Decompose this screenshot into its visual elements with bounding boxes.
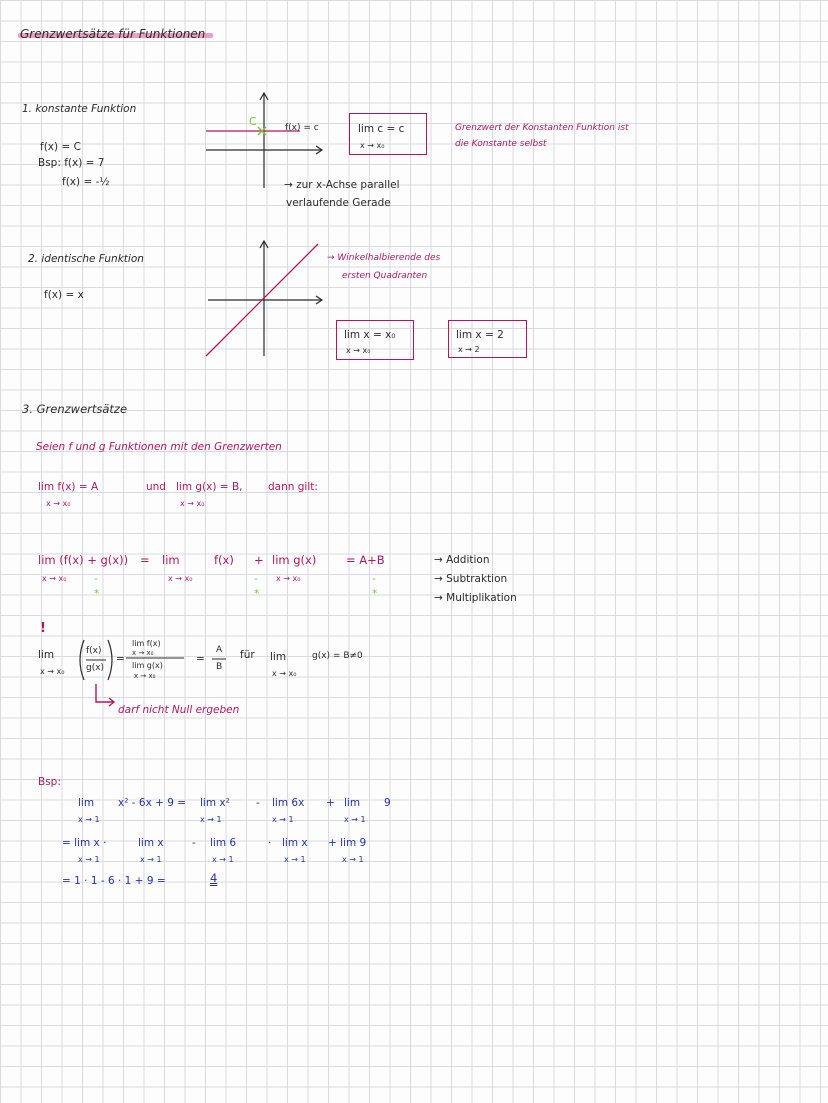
quot-b: B: [216, 662, 223, 672]
op-addition: → Addition: [434, 554, 490, 566]
quot-pointer-arrow: [94, 684, 118, 706]
minus-mark-3: -: [372, 573, 376, 585]
s2-box2-lim: lim x = 2: [456, 329, 504, 341]
s2-box2-sub: x → 2: [458, 345, 480, 354]
ex-l1-sub3: x → 1: [272, 815, 294, 824]
quot-lim-sub: x → x₀: [40, 667, 65, 676]
s1-note-line1: Grenzwert der Konstanten Funktion ist: [455, 123, 629, 133]
sum-lim2: lim g(x): [272, 553, 317, 567]
identity-function-graph: [200, 236, 330, 360]
section1-heading: 1. konstante Funktion: [22, 103, 137, 115]
quot-mid-den: lim g(x): [132, 661, 163, 670]
s3-lim-g-sub: x → x₀: [180, 499, 205, 508]
quotient-parentheses: [78, 638, 114, 682]
ex-l1-sub2: x → 1: [200, 815, 222, 824]
ex-l2-dot: ·: [268, 837, 272, 849]
sum-lim2-sub: x → x₀: [276, 574, 301, 583]
s1-parallel-line2: verlaufende Gerade: [286, 197, 391, 209]
section3-heading: 3. Grenzwertsätze: [22, 402, 128, 416]
ex-l2-sub1: x → 1: [78, 855, 100, 864]
s3-und: und: [146, 481, 166, 493]
star-mark-3: *: [372, 588, 378, 600]
s2-box1-lim: lim x = x₀: [344, 329, 396, 341]
quot-a: A: [216, 645, 223, 655]
s1-box-lim: lim c = c: [358, 123, 405, 135]
ex-l2-sub3: x → 1: [212, 855, 234, 864]
ex-l1-expr: x² - 6x + 9 =: [118, 797, 187, 809]
ex-l2-minus: -: [192, 837, 196, 849]
quot-mid-den-sub: x → x₀: [134, 672, 156, 680]
quot-lim: lim: [38, 649, 55, 661]
ex-l2-sub5: x → 1: [342, 855, 364, 864]
sum-lhs: lim (f(x) + g(x)): [38, 553, 129, 567]
ex-l3-result: 4: [210, 871, 218, 885]
ex-l3: = 1 · 1 - 6 · 1 + 9 =: [62, 875, 166, 887]
sum-plus: +: [254, 553, 264, 567]
sum-rhs: = A+B: [346, 553, 385, 567]
s3-lim-f: lim f(x) = A: [38, 481, 99, 493]
ex-l1-lim2: lim x²: [200, 797, 230, 809]
quot-darf-note: darf nicht Null ergeben: [118, 704, 240, 716]
sum-lhs-sub: x → x₀: [42, 574, 67, 583]
quot-mid-num-sub: x → x₀: [132, 649, 154, 657]
s1-fx: f(x) = C: [40, 141, 81, 153]
ex-l1-nine: 9: [384, 797, 391, 809]
ex-l1-sub1: x → 1: [78, 815, 100, 824]
s1-note-line2: die Konstante selbst: [455, 139, 547, 149]
ex-l2: = lim x ·: [62, 837, 107, 849]
quot-eq-2: =: [196, 653, 205, 665]
s2-fx: f(x) = x: [44, 289, 84, 301]
section2-heading: 2. identische Funktion: [28, 253, 144, 265]
constant-function-graph: [200, 88, 340, 188]
minus-mark-1: -: [94, 573, 98, 585]
ex-l2-lim6: lim 6: [210, 837, 237, 849]
quot-exclamation: !: [40, 621, 46, 636]
ex-l1-lim4: lim: [344, 797, 361, 809]
op-subtraction: → Subtraktion: [434, 573, 508, 585]
quot-cond-sub: x → x₀: [272, 669, 297, 678]
quot-ab-line: [212, 658, 228, 661]
s3-intro: Seien f und g Funktionen mit den Grenzwerten: [36, 441, 282, 453]
quot-den: g(x): [86, 663, 105, 673]
quot-eq-1: =: [116, 653, 125, 665]
s3-lim-g: lim g(x) = B,: [176, 481, 243, 493]
s1-box-sub: x → x₀: [360, 141, 385, 150]
ex-l2-sub2: x → 1: [140, 855, 162, 864]
s2-note-line2: ersten Quadranten: [342, 271, 428, 281]
example-label: Bsp:: [38, 776, 61, 788]
ex-l1-minus: -: [256, 797, 260, 809]
quot-fuer: für: [240, 649, 255, 661]
quot-mid-num: lim f(x): [132, 639, 161, 648]
ex-l2-sub4: x → 1: [284, 855, 306, 864]
s3-dann: dann gilt:: [268, 481, 318, 493]
sum-lim1-sub: x → x₀: [168, 574, 193, 583]
sum-lim1: lim: [162, 553, 180, 567]
s1-bsp: Bsp: f(x) = 7: [38, 157, 105, 169]
ex-l1-sub4: x → 1: [344, 815, 366, 824]
op-multiplication: → Multiplikation: [434, 592, 517, 604]
sum-f: f(x): [214, 553, 234, 567]
quot-cond: g(x) = B≠0: [312, 651, 363, 661]
s1-parallel-line1: → zur x-Achse parallel: [284, 179, 400, 191]
s2-note-line1: → Winkelhalbierende des: [327, 253, 441, 263]
s2-box1-sub: x → x₀: [346, 346, 371, 355]
s1-bsp2: f(x) = -½: [62, 176, 110, 188]
quot-num: f(x): [86, 646, 102, 656]
ex-l1-lim3: lim 6x: [272, 797, 305, 809]
star-mark-1: *: [94, 588, 100, 600]
minus-mark-2: -: [254, 573, 258, 585]
ex-l2-limx: lim x: [282, 837, 308, 849]
ex-l1-plus: +: [326, 797, 335, 809]
s1-c-label: C: [249, 115, 257, 128]
s1-graph-label: f(x) = c: [285, 123, 319, 133]
star-mark-2: *: [254, 588, 260, 600]
ex-l2-lim: lim x: [138, 837, 164, 849]
ex-l1-lim: lim: [78, 797, 95, 809]
s3-lim-f-sub: x → x₀: [46, 499, 71, 508]
sum-eq: =: [140, 553, 150, 567]
quot-cond-lim: lim: [270, 651, 287, 663]
ex-l2-plus: + lim 9: [328, 837, 367, 849]
page-title: Grenzwertsätze für Funktionen: [20, 27, 206, 41]
